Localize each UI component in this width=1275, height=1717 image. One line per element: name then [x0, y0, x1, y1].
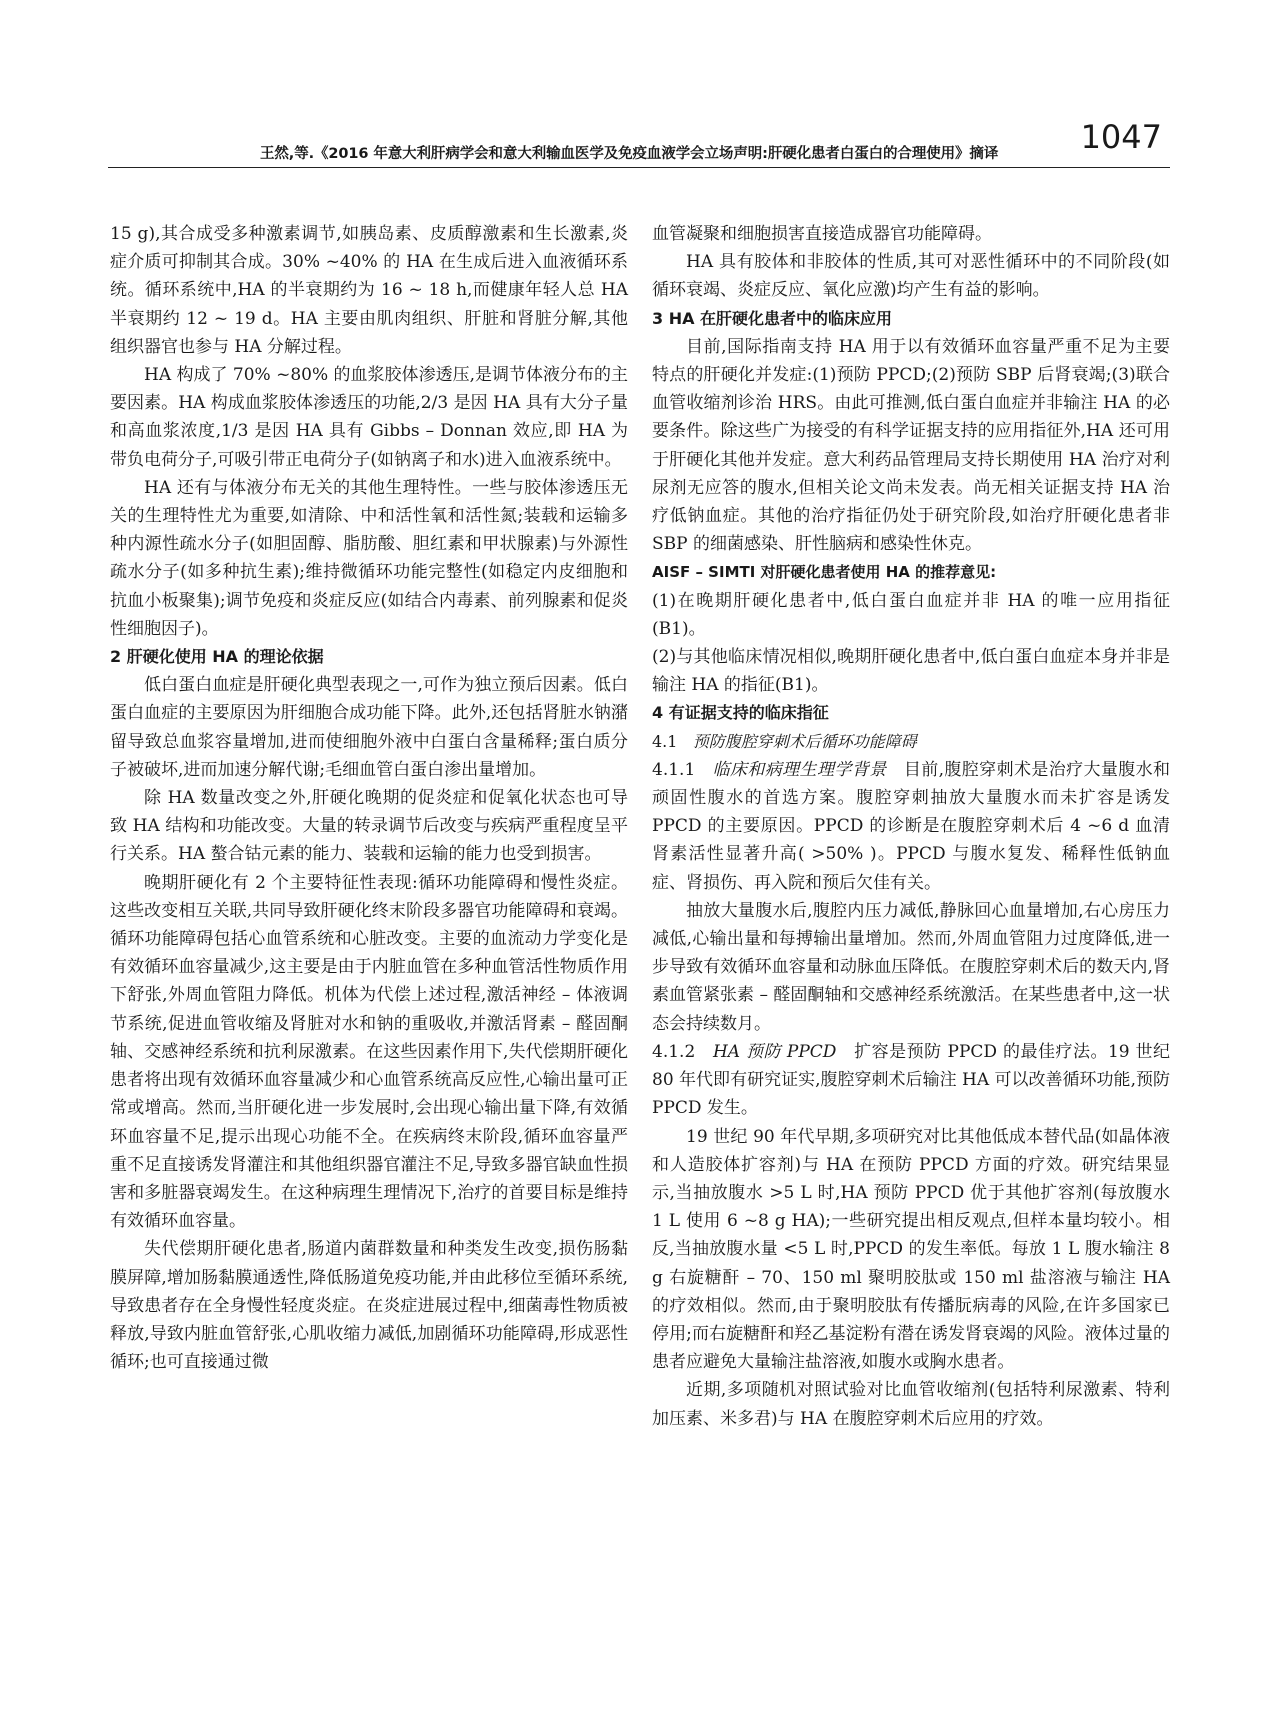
subsection-title: 预防腹腔穿刺术后循环功能障碍: [692, 731, 917, 751]
subsubsection-title: HA 预防 PPCD: [712, 1041, 837, 1062]
paragraph: 血管凝聚和细胞损害直接造成器官功能障碍。: [652, 224, 992, 244]
recommendation-heading: AISF – SIMTI 对肝硬化患者使用 HA 的推荐意见:: [652, 563, 997, 582]
paragraph: 失代偿期肝硬化患者,肠道内菌群数量和种类发生改变,损伤肠黏膜屏障,增加肠黏膜通透性,降低肠道免疫功能,并由此移位至循环系统,导致患者存在全身慢性轻度炎症。在炎症进展过程中,细菌毒性物质被释放,导致内脏血管舒张,心肌收缩力减低,加剧循环功能障碍,形成恶性循环;也可直接通过微: [110, 1239, 628, 1373]
paragraph: 晚期肝硬化有 2 个主要特征性表现:循环功能障碍和慢性炎症。这些改变相互关联,共同导致肝硬化终末阶段多器官功能障碍和衰竭。循环功能障碍包括心血管系统和心脏改变。主要的血流动力学变化是有效循环血容量减少,这主要是由于内脏血管在多种血管活性物质作用下舒张,外周血管阻力降低。机体为代偿上述过程,激活神经 – 体液调节系统,促进血管收缩及肾脏对水和钠的重吸收,并激活肾素 – 醛固酮轴、交感神经系统和抗利尿激素。在这些因素作用下,失代偿期肝硬化患者将出现有效循环血容量减少和心血管系统高反应性,心输出量可正常或增高。然而,当肝硬化进一步发展时,会出现心输出量下降,有效循环血容量不足,提示出现心功能不全。在疾病终末阶段,循环血容量严重不足直接诱发肾灌注和其他组织器官灌注不足,导致多器官缺血性损害和多脏器衰竭发生。在这种病理生理情况下,治疗的首要目标是维持有效循环血容量。: [110, 872, 628, 1232]
paragraph: 19 世纪 90 年代早期,多项研究对比其他低成本替代品(如晶体液和人造胶体扩容剂)与 HA 在预防 PPCD 方面的疗效。研究结果显示,当抽放腹水 >5 L 时,HA 预防 PPCD 优于其他扩容剂(每放腹水 1 L 使用 6 ~8 g HA);一些研究提出相反观点,但样本量均较小。相反,当抽放腹水量 <5 L 时,PPCD 的发生率低。每放 1 L 腹水输注 8 g 右旋糖酐 – 70、150 ml 聚明胶肽或 150 ml 盐溶液与输注 HA 的疗效相似。然而,由于聚明胶肽有传播朊病毒的风险,在许多国家已停用;而右旋糖酐和羟乙基淀粉有潜在诱发肾衰竭的风险。液体过量的患者应避免大量输注盐溶液,如腹水或胸水患者。: [652, 1126, 1170, 1373]
right-column: [652, 220, 1170, 1433]
left-column: [110, 220, 628, 1376]
subsubsection-title: 临床和病理生理学背景: [712, 759, 887, 780]
paragraph: 除 HA 数量改变之外,肝硬化晚期的促炎症和促氧化状态也可导致 HA 结构和功能改变。大量的转录调节后改变与疾病严重程度呈平行关系。HA 螯合钴元素的能力、装载和运输的能力也受到损害。: [110, 788, 628, 865]
paragraph: 抽放大量腹水后,腹腔内压力减低,静脉回心血量增加,右心房压力减低,心输出量和每搏输出量增加。然而,外周血管阻力过度降低,进一步导致有效循环血容量和动脉血压降低。在腹腔穿刺术后的数天内,肾素血管紧张素 – 醛固酮轴和交感神经系统激活。在某些患者中,这一状态会持续数月。: [652, 900, 1170, 1034]
section-heading: 4 有证据支持的临床指征: [652, 703, 829, 723]
paragraph: HA 构成了 70% ~80% 的血浆胶体渗透压,是调节体液分布的主要因素。HA 构成血浆胶体渗透压的功能,2/3 是因 HA 具有大分子量和高血浆浓度,1/3 是因 HA 具有 Gibbs – Donnan 效应,即 HA 为带负电荷分子,可吸引带正电荷分子(如钠离子和水)进入血液系统中。: [110, 365, 628, 470]
recommendation-item: (2)与其他临床情况相似,晚期肝硬化患者中,低白蛋白血症本身并非是输注 HA 的指征(B1)。: [652, 647, 1170, 696]
paragraph-body: 目前,腹腔穿刺术是治疗大量腹水和顽固性腹水的首选方案。腹腔穿刺抽放大量腹水而未扩容是诱发 PPCD 的主要原因。PPCD 的诊断是在腹腔穿刺术后 4 ~6 d 血清肾素活性显著升高( >50% )。PPCD 与腹水复发、稀释性低钠血症、肾损伤、再入院和预后欠佳有关。: [652, 759, 1171, 893]
section-heading: 3 HA 在肝硬化患者中的临床应用: [652, 308, 893, 328]
header-rule: [108, 167, 1170, 168]
paragraph: [652, 1038, 1170, 1123]
running-header: [108, 118, 1170, 164]
paragraph: 目前,国际指南支持 HA 用于以有效循环血容量严重不足为主要特点的肝硬化并发症:(1)预防 PPCD;(2)预防 SBP 后肾衰竭;(3)联合血管收缩剂诊治 HRS。由此可推测,低白蛋白血症并非输注 HA 的必要条件。除这些广为接受的有科学证据支持的应用指征外,HA 还可用于肝硬化其他并发症。意大利药品管理局支持长期使用 HA 治疗对利尿剂无应答的腹水,但相关论文尚未发表。尚无相关证据支持 HA 治疗低钠血症。其他的治疗指征仍处于研究阶段,如治疗肝硬化患者非 SBP 的细菌感染、肝性脑病和感染性休克。: [652, 336, 1170, 555]
recommendation-item: (1)在晚期肝硬化患者中,低白蛋白血症并非 HA 的唯一应用指征(B1)。: [652, 590, 1170, 639]
paragraph: 近期,多项随机对照试验对比血管收缩剂(包括特利尿激素、特利加压素、米多君)与 HA 在腹腔穿刺术后应用的疗效。: [652, 1380, 1170, 1429]
subsection-heading: [652, 728, 1170, 756]
paragraph: 15 g),其合成受多种激素调节,如胰岛素、皮质醇激素和生长激素,炎症介质可抑制其合成。30% ~40% 的 HA 在生成后进入血液循环系统。循环系统中,HA 的半衰期约为 16 ~ 18 h,而健康年轻人总 HA 半衰期约 12 ~ 19 d。HA 主要由肌肉组织、肝脏和肾脏分解,其他组织器官也参与 HA 分解过程。: [110, 224, 628, 357]
running-title: 王然,等.《2016 年意大利肝病学会和意大利输血医学及免疫血液学会立场声明:肝硬化患者白蛋白的合理使用》摘译: [260, 146, 999, 162]
paragraph: HA 具有胶体和非胶体的性质,其可对恶性循环中的不同阶段(如循环衰竭、炎症反应、氧化应激)均产生有益的影响。: [652, 252, 1170, 301]
paragraph: HA 还有与体液分布无关的其他生理特性。一些与胶体渗透压无关的生理特性尤为重要,如清除、中和活性氧和活性氮;装载和运输多种内源性疏水分子(如胆固醇、脂肪酸、胆红素和甲状腺素)与外源性疏水分子(如多种抗生素);维持微循环功能完整性(如稳定内皮细胞和抗血小板聚集);调节免疫和炎症反应(如结合内毒素、前列腺素和促炎性细胞因子)。: [110, 477, 628, 639]
page-number: 1047: [1080, 118, 1162, 156]
subsubsection-number: 4.1.1: [652, 759, 696, 780]
subsection-number: 4.1: [652, 731, 678, 751]
subsubsection-number: 4.1.2: [652, 1041, 696, 1062]
paragraph: [652, 756, 1170, 897]
paragraph-body: 扩容是预防 PPCD 的最佳疗法。19 世纪 80 年代即有研究证实,腹腔穿刺术后输注 HA 可以改善循环功能,预防 PPCD 发生。: [652, 1041, 1170, 1119]
paragraph: 低白蛋白血症是肝硬化典型表现之一,可作为独立预后因素。低白蛋白血症的主要原因为肝细胞合成功能下降。此外,还包括肾脏水钠潴留导致总血浆容量增加,进而使细胞外液中白蛋白含量稀释;蛋白质分子被破坏,进而加速分解代谢;毛细血管白蛋白渗出量增加。: [110, 675, 628, 780]
section-heading: 2 肝硬化使用 HA 的理论依据: [110, 647, 324, 667]
